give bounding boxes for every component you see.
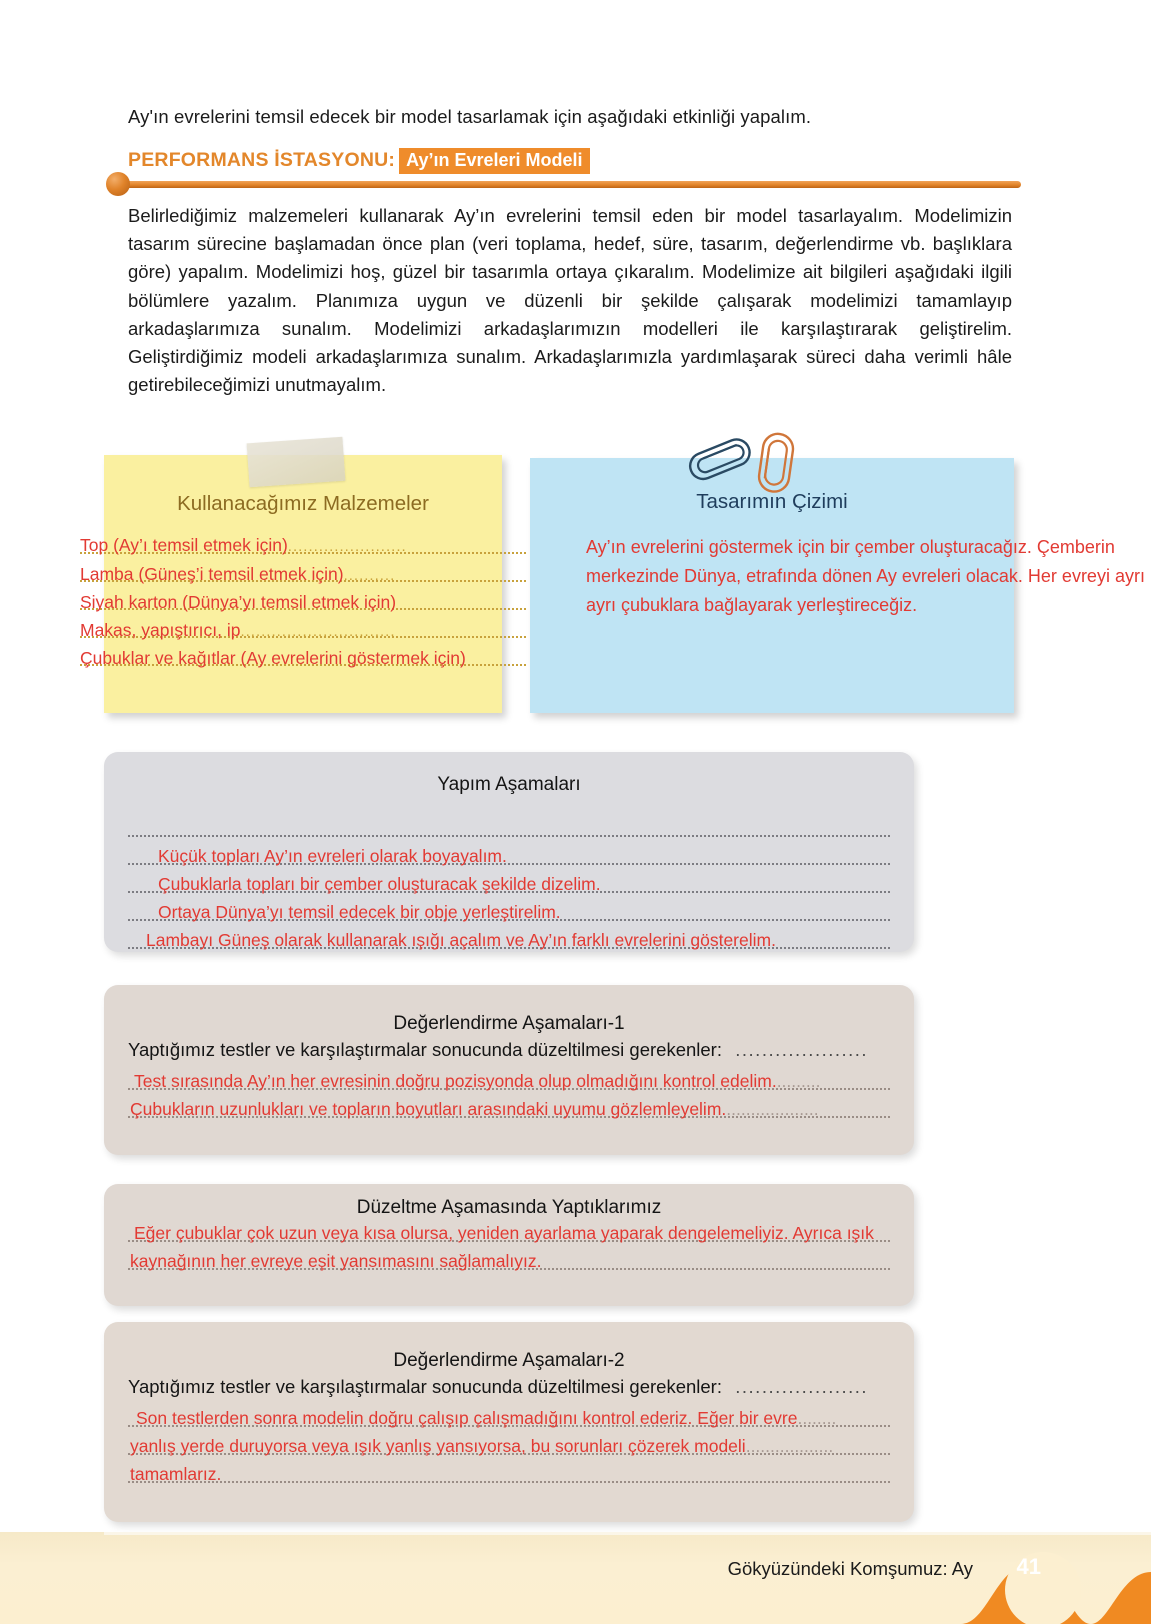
paperclip-icon — [752, 428, 804, 498]
page-footer — [0, 1532, 1151, 1624]
paperclip-icon — [684, 437, 758, 487]
list-item: Çubuklar ve kağıtlar (Ay evrelerini göstermek için) — [80, 645, 526, 673]
evaluation-2-line: yanlış yerde duruyorsa veya ışık yanlış yansıyorsa, bu sorunları çözerek modeli.................. — [128, 1432, 890, 1460]
list-item: Top (Ay’ı temsil etmek için)....................... — [80, 532, 526, 561]
instructions-paragraph: Belirlediğimiz malzemeleri kullanarak Ay’ın evrelerini temsil eden bir model tasarlayalım. Modelimizin tasarım sürecine başlamadan önce plan (veri toplama, hedef, süre, tasarım, değerlendirme vb. başlıklara göre) yapalım. Modelimizi hoş, güzel bir tasarımla ortaya çıkaralım. Modelimize ait bilgileri aşağıdaki ilgili bölümlere yazalım. Planımıza uygun ve düzenli bir şekilde çalışarak modelimizi tamamlayıp arkadaşlarımıza sunalım. Modelimizi arkadaşlarımızın modelleri ile karşılaştırarak geliştirelim. Geliştirdiğimiz modeli arkadaşlarımıza sunalım. Arkadaşlarımızla yardımlaşarak süreci daha verimli hâle getirebileceğimizi unutmayalım. — [128, 205, 1012, 396]
build-stage-line: Çubuklarla topları bir çember oluşturacak şekilde dizelim. — [128, 870, 890, 898]
evaluation-2-line: Son testlerden sonra modelin doğru çalışıp çalışmadığını kontrol ederiz. Eğer bir evre........ — [128, 1404, 890, 1432]
evaluation-2-line: tamamlarız. — [128, 1460, 890, 1488]
materials-note-card — [80, 455, 502, 713]
adhesive-tape-icon — [247, 437, 346, 488]
evaluation-1-prompt: Yaptığımız testler ve karşılaştırmalar sonucunda düzeltilmesi gerekenler: .................... — [128, 1039, 869, 1060]
design-note-text: Ay’ın evrelerini göstermek için bir çember oluşturacağız. Çemberin merkezinde Dünya, etrafında dönen Ay evreleri olacak. Her evreyi ayrı ayrı çubuklara bağlayarak yerleştireceğiz. — [586, 537, 1145, 615]
header-rule — [109, 181, 1021, 188]
correction-stage-box — [104, 1184, 914, 1306]
correction-stage-line: Eğer çubuklar çok uzun veya kısa olursa, yeniden ayarlama yaparak dengelemeliyiz. Ayrıca ışık — [128, 1219, 890, 1247]
build-stage-line: Lambayı Güneş olarak kullanarak ışığı açalım ve Ay’ın farklı evrelerini gösterelim. — [128, 926, 890, 954]
evaluation-1-box — [104, 985, 914, 1155]
list-item: Makas, yapıştırıcı, ip.............................. — [80, 617, 526, 646]
evaluation-1-line: Çubukların uzunlukları ve topların boyutları arasındaki uyumu gözlemleyelim.................... — [128, 1095, 890, 1123]
evaluation-2-prompt: Yaptığımız testler ve karşılaştırmalar sonucunda düzeltilmesi gerekenler: .................... — [128, 1376, 869, 1397]
build-stages-title: Yapım Aşamaları — [437, 774, 581, 795]
evaluation-1-line: Test sırasında Ay’ın her evresinin doğru pozisyonda olup olmadığını kontrol edelim.......... — [128, 1067, 890, 1095]
footer-chapter-title: Gökyüzündeki Komşumuz: Ay — [727, 1558, 973, 1579]
evaluation-2-box — [104, 1322, 914, 1522]
build-stage-line: Küçük topları Ay’ın evreleri olarak boyayalım. — [128, 842, 890, 870]
page-number: 41 — [1016, 1554, 1041, 1579]
build-stages-box — [104, 752, 914, 952]
correction-stage-line: kaynağının her evreye eşit yansımasını sağlamalıyız. — [128, 1247, 890, 1275]
header-bullet-dot-icon — [106, 172, 130, 196]
evaluation-2-title: Değerlendirme Aşamaları-2 — [393, 1350, 625, 1371]
build-stage-line: Ortaya Dünya’yı temsil edecek bir obje yerleştirelim. — [128, 898, 890, 926]
design-note-title: Tasarımın Çizimi — [696, 490, 848, 513]
blank-ruled-line — [128, 814, 890, 842]
correction-stage-title: Düzeltme Aşamasında Yaptıklarımız — [356, 1197, 662, 1218]
materials-note-title: Kullanacağımız Malzemeler — [177, 492, 429, 515]
performance-station-label: PERFORMANS İSTASYONU: — [128, 149, 396, 172]
evaluation-1-title: Değerlendirme Aşamaları-1 — [393, 1013, 625, 1034]
performance-station-title: Ay’ın Evreleri Modeli — [399, 148, 589, 174]
materials-handwritten-list — [80, 532, 526, 673]
list-item: Lamba (Güneş’i temsil etmek için).......... — [80, 561, 526, 590]
list-item: Siyah karton (Dünya’yı temsil etmek için) — [80, 589, 526, 617]
intro-sentence: Ay'ın evrelerini temsil edecek bir model tasarlamak için aşağıdaki etkinliği yapalım. — [128, 106, 812, 127]
